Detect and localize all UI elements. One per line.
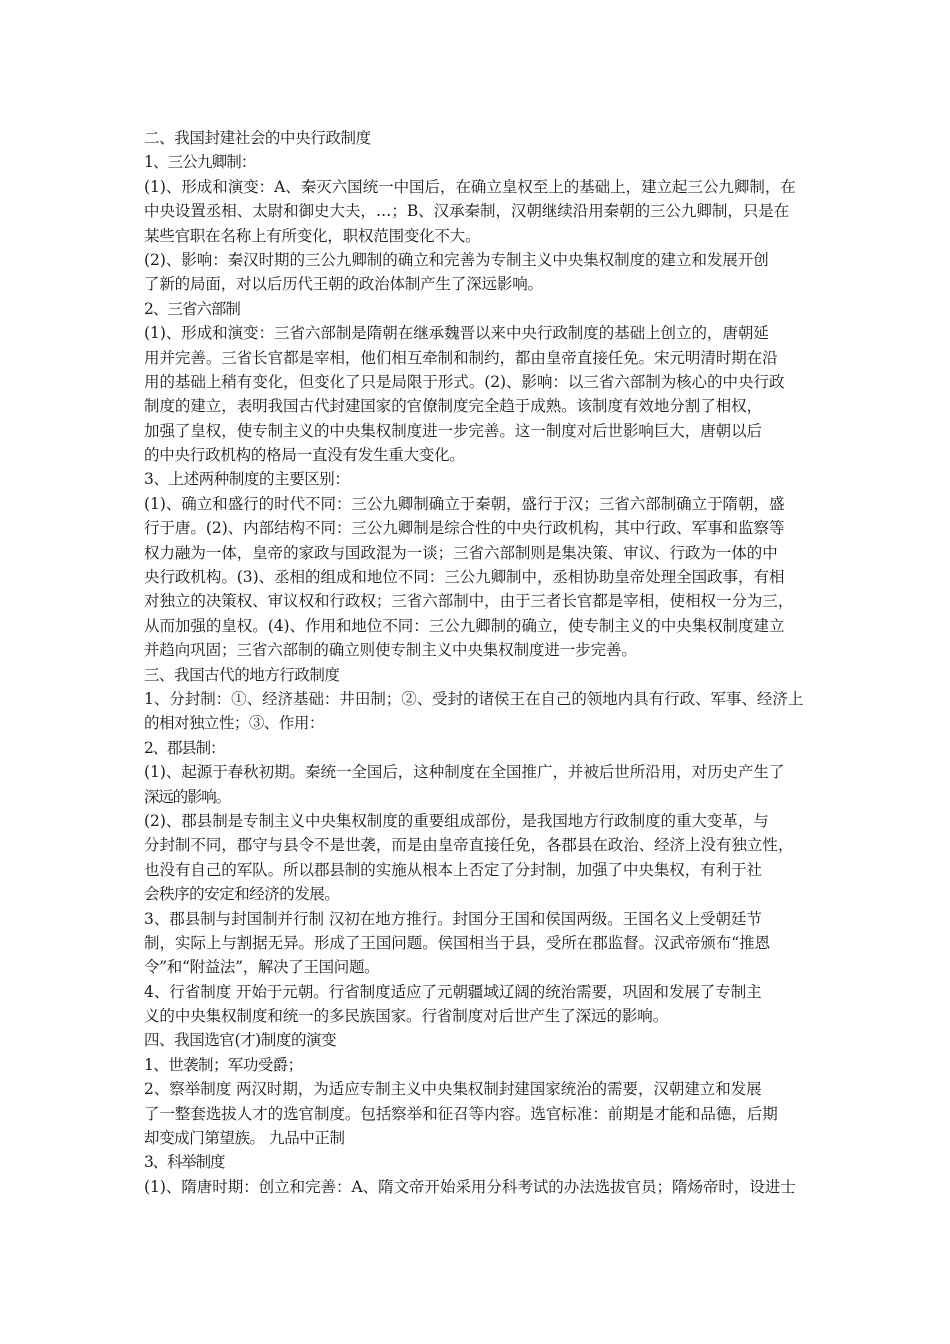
document-body	[144, 126, 814, 1199]
text-line: 1、世袭制；军功受爵；	[144, 1055, 303, 1074]
text-line: 2、三省六部制	[144, 299, 240, 318]
text-line: 加强了皇权，使专制主义的中央集权制度进一步完善。这一制度对后世影响巨大，唐朝以后	[144, 421, 763, 440]
text-line: 行于唐。(2)、内部结构不同：三公九卿制是综合性的中央行政机构，其中行政、军事和监察等	[144, 519, 785, 538]
text-line: 会秩序的安定和经济的发展。	[144, 885, 340, 904]
text-line: 三、我国古代的地方行政制度	[144, 665, 340, 684]
text-line: 央行政机构。(3)、丞相的组成和地位不同：三公九卿制中，丞相协助皇帝处理全国政事，有相	[144, 568, 785, 587]
text-line: 3、郡县制与封国制并行制 汉初在地方推行。封国分王国和侯国两级。王国名义上受朝廷节	[144, 909, 762, 928]
text-line: 的中央行政机构的格局一直没有发生重大变化。	[144, 446, 465, 465]
text-line: 义的中央集权制度和统一的多民族国家。行省制度对后世产生了深远的影响。	[144, 1007, 669, 1026]
text-line: 1、三公九卿制：	[144, 153, 256, 172]
text-line: 了新的局面，对以后历代王朝的政治体制产生了深远影响。	[144, 275, 543, 294]
text-line: (1)、确立和盛行的时代不同：三公九卿制确立于秦朝，盛行于汉；三省六部制确立于隋朝，盛	[144, 494, 785, 513]
text-line: 3、上述两种制度的主要区别：	[144, 470, 350, 489]
text-line: 某些官职在名称上有所变化，职权范围变化不大。	[144, 226, 481, 245]
text-line: 2、郡县制：	[144, 738, 225, 757]
text-line: (1)、形成和演变：三省六部制是隋朝在继承魏晋以来中央行政制度的基础上创立的，唐朝延	[144, 324, 769, 343]
text-line: 用的基础上稍有变化，但变化了只是局限于形式。(2)、影响：以三省六部制为核心的中央行政	[144, 372, 785, 391]
text-line: (1)、起源于春秋初期。秦统一全国后，这种制度在全国推广，并被后世所沿用，对历史产生了	[144, 763, 785, 782]
text-line: 并趋向巩固；三省六部制的确立则使专制主义中央集权制度进一步完善。	[144, 641, 637, 660]
text-line: 制，实际上与割据无异。形成了王国问题。侯国相当于县，受所在郡监督。汉武帝颁布“推恩	[144, 933, 771, 952]
text-line: (2)、郡县制是专制主义中央集权制度的重要组成部份，是我国地方行政制度的重大变革，与	[144, 811, 769, 830]
text-line: (1)、隋唐时期：创立和完善：A、隋文帝开始采用分科考试的办法选拔官员；隋炀帝时，设进士	[144, 1177, 796, 1196]
text-line: 对独立的决策权、审议权和行政权；三省六部制中，由于三者长官都是宰相，使相权一分为三，	[144, 592, 794, 611]
text-line: 2、察举制度 两汉时期，为适应专制主义中央集权制封建国家统治的需要，汉朝建立和发展	[144, 1080, 762, 1099]
text-line: 却变成门第望族。 九品中正制	[144, 1129, 345, 1148]
text-line: 令”和“附益法”，解决了王国问题。	[144, 958, 380, 977]
text-line: 从而加强的皇权。(4)、作用和地位不同：三公九卿制的确立，使专制主义的中央集权制度建立	[144, 616, 785, 635]
text-line: 了一整套选拔人才的选官制度。包括察举和征召等内容。选官标准：前期是才能和品德，后期	[144, 1104, 778, 1123]
text-line: 四、我国选官(才)制度的演变	[144, 1031, 337, 1050]
text-line: (1)、形成和演变：A、秦灭六国统一中国后，在确立皇权至上的基础上，建立起三公九卿制，在	[144, 177, 796, 196]
text-line: 二、我国封建社会的中央行政制度	[144, 129, 371, 147]
text-line: (2)、影响：秦汉时期的三公九卿制的确立和完善为专制主义中央集权制度的建立和发展开创	[144, 250, 769, 269]
text-line: 权力融为一体，皇帝的家政与国政混为一谈；三省六部制则是集决策、审议、行政为一体的中	[144, 543, 778, 562]
text-line: 中央设置丞相、太尉和御史大夫，…；B、汉承秦制，汉朝继续沿用秦朝的三公九卿制，只是在	[144, 202, 790, 221]
text-line: 的相对独立性；③、作用：	[144, 714, 324, 733]
text-line: 分封制不同，郡守与县令不是世袭，而是由皇帝直接任免，各郡县在政治、经济上没有独立性，	[144, 836, 794, 855]
text-line: 4、行省制度 开始于元朝。行省制度适应了元朝疆域辽阔的统治需要，巩固和发展了专制主	[144, 982, 762, 1001]
text-line: 3、科举制度	[144, 1153, 225, 1172]
text-line: 也没有自己的军队。所以郡县制的实施从根本上否定了分封制，加强了中央集权，有利于社	[144, 860, 763, 879]
text-line: 用并完善。三省长官都是宰相，他们相互牵制和制约，都由皇帝直接任免。宋元明清时期在沿	[144, 348, 778, 367]
text-line: 1、分封制：①、经济基础：井田制；②、受封的诸侯王在自己的领地内具有行政、军事、经济上	[144, 689, 804, 708]
text-line: 深远的影响。	[144, 787, 230, 806]
text-line: 制度的建立，表明我国古代封建国家的官僚制度完全趋于成熟。该制度有效地分割了相权，	[144, 397, 763, 416]
